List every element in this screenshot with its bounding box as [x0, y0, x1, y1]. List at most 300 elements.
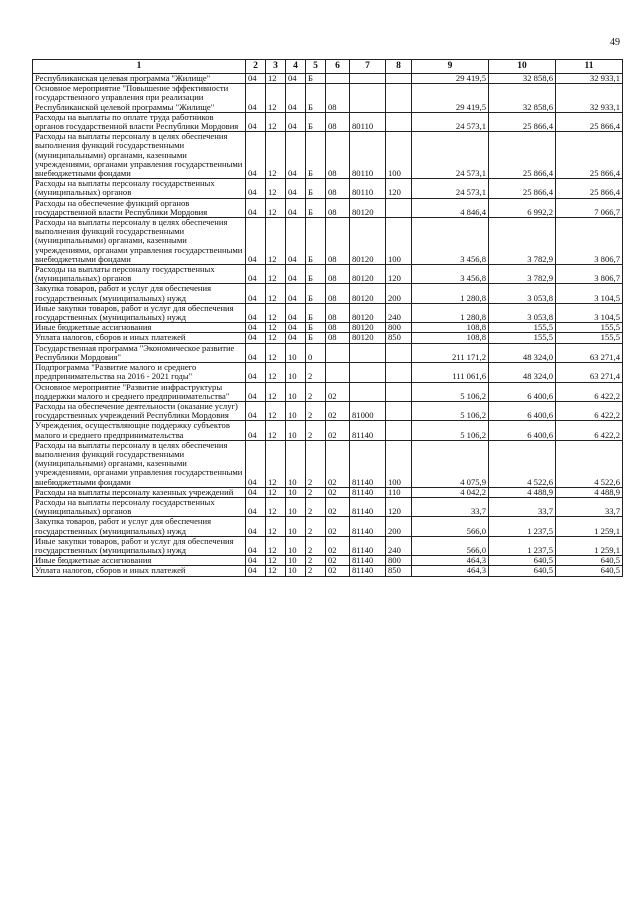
code-cell: 2 — [306, 487, 326, 497]
row-name-cell: Расходы на выплаты персоналу государственных (муниципальных) органов — [33, 265, 246, 284]
amount-cell: 3 053,8 — [489, 284, 556, 303]
code-cell: 04 — [246, 497, 266, 516]
code-cell: 100 — [386, 440, 412, 487]
code-cell: 02 — [326, 566, 350, 576]
code-cell: 120 — [386, 497, 412, 516]
code-cell: 04 — [286, 179, 306, 198]
code-cell: 04 — [246, 74, 266, 84]
code-cell: 12 — [266, 363, 286, 382]
code-cell: Б — [306, 284, 326, 303]
amount-cell: 3 104,5 — [556, 303, 623, 322]
code-cell: 04 — [246, 323, 266, 333]
code-cell — [386, 343, 412, 362]
code-cell: Б — [306, 132, 326, 179]
amount-cell: 6 422,2 — [556, 401, 623, 420]
code-cell: 08 — [326, 84, 350, 113]
amount-cell: 4 846,4 — [412, 198, 489, 217]
code-cell: 10 — [286, 401, 306, 420]
code-cell: 850 — [386, 566, 412, 576]
column-header: 2 — [246, 60, 266, 74]
code-cell: 12 — [266, 132, 286, 179]
budget-table — [32, 59, 623, 577]
code-cell: 12 — [266, 487, 286, 497]
amount-cell: 48 324,0 — [489, 343, 556, 362]
code-cell: 04 — [246, 343, 266, 362]
amount-cell: 1 237,5 — [489, 536, 556, 555]
table-row — [33, 363, 623, 382]
table-row — [33, 198, 623, 217]
row-name-cell: Подпрограмма "Развитие малого и среднего предпринимательства на 2016 - 2021 годы" — [33, 363, 246, 382]
code-cell: 02 — [326, 517, 350, 536]
amount-cell: 155,5 — [489, 323, 556, 333]
column-header: 11 — [556, 60, 623, 74]
code-cell: 12 — [266, 343, 286, 362]
code-cell: 10 — [286, 382, 306, 401]
table-row — [33, 112, 623, 131]
code-cell: 100 — [386, 218, 412, 265]
code-cell: 02 — [326, 536, 350, 555]
row-name-cell: Расходы на обеспечение функций органов государственной власти Республики Мордовия — [33, 198, 246, 217]
code-cell — [350, 382, 386, 401]
code-cell: 80120 — [350, 333, 386, 343]
code-cell: 04 — [246, 132, 266, 179]
code-cell — [386, 401, 412, 420]
table-body — [33, 74, 623, 577]
code-cell: 0 — [306, 343, 326, 362]
code-cell: 04 — [246, 517, 266, 536]
amount-cell: 25 866,4 — [489, 179, 556, 198]
column-header: 5 — [306, 60, 326, 74]
row-name-cell: Иные закупки товаров, работ и услуг для обеспечения государственных (муниципальных) нужд — [33, 536, 246, 555]
amount-cell: 3 456,8 — [412, 218, 489, 265]
amount-cell: 63 271,4 — [556, 363, 623, 382]
amount-cell: 155,5 — [556, 333, 623, 343]
table-row — [33, 333, 623, 343]
code-cell: 80120 — [350, 284, 386, 303]
code-cell: 850 — [386, 333, 412, 343]
code-cell: 12 — [266, 198, 286, 217]
code-cell: 12 — [266, 323, 286, 333]
code-cell: Б — [306, 333, 326, 343]
amount-cell: 6 400,6 — [489, 421, 556, 440]
amount-cell: 25 866,4 — [556, 179, 623, 198]
code-cell: 02 — [326, 556, 350, 566]
amount-cell: 108,8 — [412, 323, 489, 333]
row-name-cell: Основное мероприятие "Повышение эффективности государственного управления при реализации Республиканской целевой программы "Жилище" — [33, 84, 246, 113]
code-cell: 12 — [266, 517, 286, 536]
code-cell: 2 — [306, 497, 326, 516]
table-row — [33, 74, 623, 84]
code-cell: 800 — [386, 556, 412, 566]
code-cell: 04 — [246, 382, 266, 401]
amount-cell: 3 806,7 — [556, 218, 623, 265]
code-cell: 12 — [266, 333, 286, 343]
row-name-cell: Расходы на выплаты персоналу в целях обеспечения выполнения функций государственными (муниципальными) органами, казенными учреждениями, органами управления государственными внебюджетными фондами — [33, 132, 246, 179]
code-cell: 2 — [306, 566, 326, 576]
row-name-cell: Государственная программа "Экономическое развитие Республики Мордовия" — [33, 343, 246, 362]
code-cell: 04 — [286, 303, 306, 322]
row-name-cell: Иные бюджетные ассигнования — [33, 556, 246, 566]
amount-cell: 464,3 — [412, 556, 489, 566]
amount-cell: 4 042,2 — [412, 487, 489, 497]
row-name-cell: Основное мероприятие "Развитие инфраструктуры поддержки малого и среднего предпринимательства" — [33, 382, 246, 401]
code-cell: 10 — [286, 440, 306, 487]
amount-cell: 155,5 — [556, 323, 623, 333]
amount-cell: 32 858,6 — [489, 84, 556, 113]
code-cell: 10 — [286, 487, 306, 497]
amount-cell: 4 488,9 — [489, 487, 556, 497]
row-name-cell: Учреждения, осуществляющие поддержку субъектов малого и среднего предпринимательства — [33, 421, 246, 440]
amount-cell: 1 280,8 — [412, 284, 489, 303]
code-cell: 08 — [326, 112, 350, 131]
code-cell: 12 — [266, 497, 286, 516]
amount-cell: 63 271,4 — [556, 343, 623, 362]
code-cell: 240 — [386, 303, 412, 322]
code-cell: 80120 — [350, 323, 386, 333]
amount-cell: 5 106,2 — [412, 382, 489, 401]
row-name-cell: Расходы на выплаты персоналу казенных учреждений — [33, 487, 246, 497]
code-cell: 04 — [286, 132, 306, 179]
amount-cell: 29 419,5 — [412, 84, 489, 113]
code-cell: 02 — [326, 497, 350, 516]
column-header: 1 — [33, 60, 246, 74]
code-cell: Б — [306, 323, 326, 333]
code-cell: 12 — [266, 382, 286, 401]
code-cell: 10 — [286, 343, 306, 362]
code-cell: 2 — [306, 363, 326, 382]
code-cell: 08 — [326, 303, 350, 322]
code-cell: 04 — [246, 556, 266, 566]
row-name-cell: Республиканская целевая программа "Жилище" — [33, 74, 246, 84]
row-name-cell: Иные закупки товаров, работ и услуг для обеспечения государственных (муниципальных) нужд — [33, 303, 246, 322]
amount-cell: 3 053,8 — [489, 303, 556, 322]
row-name-cell: Расходы на выплаты персоналу государственных (муниципальных) органов — [33, 497, 246, 516]
code-cell: Б — [306, 84, 326, 113]
code-cell: 04 — [246, 333, 266, 343]
header-row — [33, 60, 623, 74]
code-cell — [326, 363, 350, 382]
code-cell: 12 — [266, 421, 286, 440]
amount-cell: 111 061,6 — [412, 363, 489, 382]
table-row — [33, 440, 623, 487]
amount-cell: 3 456,8 — [412, 265, 489, 284]
code-cell — [386, 382, 412, 401]
code-cell: 80110 — [350, 179, 386, 198]
table-row — [33, 284, 623, 303]
code-cell: 80110 — [350, 112, 386, 131]
code-cell: 10 — [286, 536, 306, 555]
table-row — [33, 323, 623, 333]
code-cell: 10 — [286, 556, 306, 566]
code-cell — [386, 421, 412, 440]
code-cell — [350, 343, 386, 362]
code-cell — [386, 198, 412, 217]
amount-cell: 3 104,5 — [556, 284, 623, 303]
code-cell: 80120 — [350, 218, 386, 265]
row-name-cell: Расходы на выплаты персоналу в целях обеспечения выполнения функций государственными (муниципальными) органами, казенными учреждениями, органами управления государственными внебюджетными фондами — [33, 440, 246, 487]
amount-cell: 108,8 — [412, 333, 489, 343]
page-number: 49 — [610, 37, 620, 48]
amount-cell: 25 866,4 — [556, 132, 623, 179]
code-cell: 80110 — [350, 132, 386, 179]
amount-cell: 29 419,5 — [412, 74, 489, 84]
code-cell: 110 — [386, 487, 412, 497]
column-header: 3 — [266, 60, 286, 74]
code-cell: Б — [306, 198, 326, 217]
code-cell: 12 — [266, 265, 286, 284]
code-cell: 81140 — [350, 517, 386, 536]
amount-cell: 640,5 — [489, 566, 556, 576]
table-row — [33, 343, 623, 362]
code-cell: 2 — [306, 440, 326, 487]
code-cell: 04 — [286, 198, 306, 217]
code-cell: 04 — [286, 323, 306, 333]
amount-cell: 4 075,9 — [412, 440, 489, 487]
row-name-cell: Закупка товаров, работ и услуг для обеспечения государственных (муниципальных) нужд — [33, 284, 246, 303]
code-cell: 08 — [326, 198, 350, 217]
amount-cell: 6 400,6 — [489, 382, 556, 401]
column-header: 6 — [326, 60, 350, 74]
code-cell: 81140 — [350, 487, 386, 497]
code-cell: 240 — [386, 536, 412, 555]
code-cell: 2 — [306, 421, 326, 440]
code-cell: 120 — [386, 179, 412, 198]
table-row — [33, 265, 623, 284]
code-cell: 12 — [266, 401, 286, 420]
code-cell: 04 — [246, 198, 266, 217]
code-cell: 04 — [246, 487, 266, 497]
code-cell: 04 — [286, 284, 306, 303]
code-cell: 12 — [266, 179, 286, 198]
code-cell: 81140 — [350, 556, 386, 566]
code-cell: 04 — [246, 440, 266, 487]
amount-cell: 6 400,6 — [489, 401, 556, 420]
code-cell: 10 — [286, 363, 306, 382]
code-cell: 04 — [246, 536, 266, 555]
amount-cell: 640,5 — [556, 566, 623, 576]
column-header: 4 — [286, 60, 306, 74]
amount-cell: 32 933,1 — [556, 74, 623, 84]
row-name-cell: Иные бюджетные ассигнования — [33, 323, 246, 333]
code-cell: 12 — [266, 566, 286, 576]
code-cell: Б — [306, 112, 326, 131]
amount-cell: 566,0 — [412, 536, 489, 555]
code-cell — [350, 363, 386, 382]
code-cell: 100 — [386, 132, 412, 179]
amount-cell: 33,7 — [489, 497, 556, 516]
code-cell: 08 — [326, 333, 350, 343]
code-cell — [350, 74, 386, 84]
code-cell: 200 — [386, 517, 412, 536]
table-row — [33, 218, 623, 265]
code-cell: 2 — [306, 401, 326, 420]
code-cell: 12 — [266, 74, 286, 84]
code-cell: 08 — [326, 132, 350, 179]
table-row — [33, 517, 623, 536]
amount-cell: 464,3 — [412, 566, 489, 576]
code-cell: 10 — [286, 497, 306, 516]
amount-cell: 566,0 — [412, 517, 489, 536]
code-cell: 81000 — [350, 401, 386, 420]
code-cell: 12 — [266, 556, 286, 566]
amount-cell: 1 259,1 — [556, 517, 623, 536]
code-cell: 81140 — [350, 536, 386, 555]
code-cell: 08 — [326, 265, 350, 284]
column-header: 9 — [412, 60, 489, 74]
code-cell — [386, 112, 412, 131]
code-cell: 04 — [246, 363, 266, 382]
row-name-cell: Расходы на выплаты персоналу в целях обеспечения выполнения функций государственными (муниципальными) органами, казенными учреждениями, органами управления государственными внебюджетными фондами — [33, 218, 246, 265]
code-cell: 04 — [246, 218, 266, 265]
code-cell: 10 — [286, 566, 306, 576]
amount-cell: 33,7 — [556, 497, 623, 516]
code-cell: 08 — [326, 218, 350, 265]
code-cell: Б — [306, 179, 326, 198]
code-cell: 02 — [326, 487, 350, 497]
code-cell: 04 — [246, 421, 266, 440]
amount-cell: 25 866,4 — [489, 112, 556, 131]
code-cell: 80120 — [350, 303, 386, 322]
amount-cell: 25 866,4 — [489, 132, 556, 179]
amount-cell: 155,5 — [489, 333, 556, 343]
code-cell: 04 — [286, 333, 306, 343]
amount-cell: 32 858,6 — [489, 74, 556, 84]
row-name-cell: Расходы на обеспечение деятельности (оказание услуг) государственных учреждений Республики Мордовия — [33, 401, 246, 420]
table-row — [33, 382, 623, 401]
code-cell: 800 — [386, 323, 412, 333]
code-cell: Б — [306, 218, 326, 265]
code-cell: 02 — [326, 440, 350, 487]
code-cell: 2 — [306, 556, 326, 566]
amount-cell: 640,5 — [489, 556, 556, 566]
table-row — [33, 556, 623, 566]
table-row — [33, 303, 623, 322]
code-cell — [326, 343, 350, 362]
column-header: 7 — [350, 60, 386, 74]
code-cell: 81140 — [350, 421, 386, 440]
row-name-cell: Закупка товаров, работ и услуг для обеспечения государственных (муниципальных) нужд — [33, 517, 246, 536]
code-cell: 81140 — [350, 497, 386, 516]
row-name-cell: Уплата налогов, сборов и иных платежей — [33, 566, 246, 576]
table-row — [33, 179, 623, 198]
code-cell: 12 — [266, 84, 286, 113]
amount-cell: 1 259,1 — [556, 536, 623, 555]
code-cell: 04 — [286, 218, 306, 265]
amount-cell: 6 422,2 — [556, 421, 623, 440]
amount-cell: 48 324,0 — [489, 363, 556, 382]
amount-cell: 4 488,9 — [556, 487, 623, 497]
amount-cell: 32 933,1 — [556, 84, 623, 113]
code-cell: 04 — [246, 265, 266, 284]
code-cell: 10 — [286, 421, 306, 440]
amount-cell: 640,5 — [556, 556, 623, 566]
amount-cell: 24 573,1 — [412, 132, 489, 179]
table-row — [33, 401, 623, 420]
code-cell — [386, 363, 412, 382]
code-cell: 02 — [326, 382, 350, 401]
code-cell — [386, 74, 412, 84]
code-cell: 02 — [326, 401, 350, 420]
code-cell: 04 — [246, 401, 266, 420]
code-cell: 04 — [286, 84, 306, 113]
amount-cell: 7 066,7 — [556, 198, 623, 217]
code-cell: 12 — [266, 536, 286, 555]
table-row — [33, 84, 623, 113]
code-cell: 2 — [306, 382, 326, 401]
code-cell: 02 — [326, 421, 350, 440]
amount-cell: 4 522,6 — [556, 440, 623, 487]
amount-cell: 211 171,2 — [412, 343, 489, 362]
amount-cell: 6 422,2 — [556, 382, 623, 401]
code-cell: 04 — [246, 284, 266, 303]
row-name-cell: Уплата налогов, сборов и иных платежей — [33, 333, 246, 343]
code-cell: Б — [306, 74, 326, 84]
code-cell — [350, 84, 386, 113]
amount-cell: 6 992,2 — [489, 198, 556, 217]
code-cell: 80120 — [350, 265, 386, 284]
code-cell: 12 — [266, 440, 286, 487]
amount-cell: 24 573,1 — [412, 112, 489, 131]
amount-cell: 25 866,4 — [556, 112, 623, 131]
row-name-cell: Расходы на выплаты по оплате труда работников органов государственной власти Республики Мордовия — [33, 112, 246, 131]
code-cell: 04 — [246, 566, 266, 576]
amount-cell: 3 782,9 — [489, 265, 556, 284]
table-row — [33, 421, 623, 440]
code-cell: 08 — [326, 323, 350, 333]
table-row — [33, 536, 623, 555]
table-row — [33, 497, 623, 516]
code-cell — [386, 84, 412, 113]
code-cell: Б — [306, 303, 326, 322]
code-cell: 04 — [246, 112, 266, 131]
amount-cell: 3 806,7 — [556, 265, 623, 284]
column-header: 8 — [386, 60, 412, 74]
code-cell: 08 — [326, 284, 350, 303]
code-cell: 08 — [326, 179, 350, 198]
row-name-cell: Расходы на выплаты персоналу государственных (муниципальных) органов — [33, 179, 246, 198]
code-cell: 12 — [266, 218, 286, 265]
code-cell: 2 — [306, 517, 326, 536]
column-header: 10 — [489, 60, 556, 74]
amount-cell: 1 237,5 — [489, 517, 556, 536]
code-cell — [326, 74, 350, 84]
code-cell: 04 — [246, 179, 266, 198]
code-cell: 12 — [266, 303, 286, 322]
code-cell: 04 — [246, 303, 266, 322]
code-cell: 2 — [306, 536, 326, 555]
amount-cell: 24 573,1 — [412, 179, 489, 198]
code-cell: 10 — [286, 517, 306, 536]
amount-cell: 1 280,8 — [412, 303, 489, 322]
table-row — [33, 487, 623, 497]
code-cell: 12 — [266, 284, 286, 303]
table-row — [33, 132, 623, 179]
code-cell: 04 — [286, 265, 306, 284]
amount-cell: 3 782,9 — [489, 218, 556, 265]
table-row — [33, 566, 623, 576]
code-cell: 81140 — [350, 566, 386, 576]
code-cell: Б — [306, 265, 326, 284]
code-cell: 81140 — [350, 440, 386, 487]
code-cell: 04 — [286, 112, 306, 131]
amount-cell: 4 522,6 — [489, 440, 556, 487]
amount-cell: 33,7 — [412, 497, 489, 516]
amount-cell: 5 106,2 — [412, 401, 489, 420]
amount-cell: 5 106,2 — [412, 421, 489, 440]
code-cell: 12 — [266, 112, 286, 131]
code-cell: 120 — [386, 265, 412, 284]
code-cell: 200 — [386, 284, 412, 303]
